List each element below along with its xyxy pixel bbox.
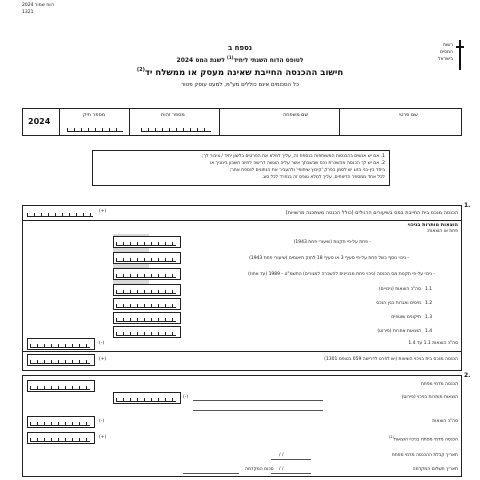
advance-amount-label: סכום המקדמה [245,467,274,472]
subtitle-line [0,55,480,64]
section-2 [22,375,462,477]
page-title [0,67,480,78]
item-1-2-field[interactable] [113,298,181,310]
first-name-label: שם פרטי [399,112,418,118]
key-money-total-sign: (-) [99,419,105,424]
file-number-field[interactable] [67,127,123,132]
depreciation-field[interactable] [113,236,181,248]
advance-amount-line[interactable] [183,473,239,474]
form-code: רווח שמור 2024 [22,3,55,8]
last-name-label: שם משפחה [283,112,309,118]
receipt-date-line [271,459,311,460]
notice-line-3: ביחד בין-בני הזוג יש לסמן בפרק 'קיבוץ שיתופי' ולהעביר את הנתונים לנספח אחר; [229,168,385,173]
item-1-2-label: מיסים ואגרות בגין הנכס [376,301,421,306]
deductions-title: הוצאות מותרות בניכוי [407,222,458,228]
main-income-label: הכנסה מנכס בית החייבת במס בשיעורים הרגילים (כולל הכנסה משתכנה מרשויות) [285,210,458,216]
item-1-4-label: הוצאות אחרות (פירוט) [377,329,421,334]
key-money-label: הכנסה מדמי מפתח [420,382,458,387]
depreciation-label: - פחת על-פי תקנות (שיעורי פחת 1943) [293,240,371,245]
notice-box [92,150,390,186]
year-cell: 2024 [28,117,51,126]
logo-text-3: בישראל [438,57,453,62]
item-1-1-num: 1.1 [425,287,433,292]
notice-line-4: לכל אחד ממספר הדיווחים, עליך למלא טופס זה בנפרד לכל סוג. [261,175,385,180]
expense-detail-line-1[interactable] [193,400,323,401]
title-text: חישוב ההכנסה החייבת שאינה מעסק או ממשלח יד [144,67,344,78]
total-expenses-sign: (-) [99,341,105,346]
receipt-date-label: תאריך קבלת ההכנסה מדמי מפתח [391,453,458,458]
item-1-3-label: תיקונים שוטפים [391,315,421,320]
notice-line-1: 1. אם יש אנשים בהכנסות המשותפות בנספח זה, עליך למלא את הפרטים בלשון יחיד / ציבור לך; [202,154,385,159]
key-money-field[interactable] [27,380,95,392]
key-money-expense-label: הוצאות מותרות בניכוי (פירוט) [401,395,458,400]
payment-date-label: תאריך תשלום המקדמה [412,467,458,472]
subtitle-sup: (1) [227,55,234,60]
extra-depreciation-field[interactable] [113,252,181,264]
logo-text-2: המסים [440,50,453,55]
key-money-net-text: הכנסה מדמי מפתח בניכוי הוצאות [393,437,458,443]
receipt-date-value[interactable]: / / [279,453,284,458]
expense-detail-line-2[interactable] [193,410,323,411]
section-2-number: 2. [464,372,471,379]
main-income-sign: (+) [99,209,107,214]
id-table [22,108,462,136]
key-money-net-field[interactable] [27,432,95,444]
key-money-total-field[interactable] [27,416,95,428]
item-1-4-field[interactable] [113,326,181,338]
regulation-deduction-field[interactable] [113,268,181,280]
key-money-net-label [389,435,458,443]
notice-line-2: 2. אם יש לך הכנסה מהשכרת נכס שבשבתך אשר עליה הוגשה דרישה לחיוב חשבון בינוניך או [210,161,385,166]
form-number: 1321 [22,10,34,15]
net-income-sign: (+) [99,357,107,362]
regulation-deduction-label: - ניכוי על-פי תקנות מס הכנסה (ניכוי פחת מבניינים להשכרה למגורים) התשמ"ט - 1989 (עד אחוז) [248,272,435,277]
key-money-net-sup: (2) [388,435,394,439]
payment-date-line [271,473,311,474]
section-1-number: 1. [464,202,471,209]
net-income-field[interactable] [27,354,95,366]
main-income-field[interactable] [27,212,93,217]
net-income-label: הכנסה מנכס בית בניכוי הוצאות (יש לפרט לדרישה 059 בטופס 1301) [324,357,458,362]
key-money-net-sign: (+) [99,435,107,440]
file-number-label: מספר תיק [83,112,106,118]
item-1-3-num: 1.3 [425,315,433,320]
key-money-expense-sign: (-) [183,395,189,400]
total-expenses-field[interactable] [27,338,95,350]
key-money-expense-field[interactable] [113,392,181,404]
item-1-4-num: 1.4 [425,329,433,334]
subtitle: לטופס הדוח השנתי ליחיד [233,57,304,64]
section-1 [22,205,462,371]
deductions-subtitle: פחת או הוצאות: [426,229,458,234]
logo-text-1: רשות [443,43,453,48]
vat-note: כל הסכומים אינם כוללים מע"מ, למעט עוסק פטור [181,82,299,88]
item-1-1-label: סה"כ הוצאות (ניכויים) [378,287,421,292]
key-money-total-label: סה"כ הוצאות [432,419,458,424]
id-number-field[interactable] [141,127,211,132]
appendix-title: נספח ב [227,44,253,52]
item-1-3-field[interactable] [113,312,181,324]
item-1-2-num: 1.2 [425,301,433,306]
id-number-label: מספר זהות [161,112,185,118]
title-sup: (2) [136,67,145,73]
total-expenses-label: סה"כ הוצאות 1.1 עד 1.4 [408,341,458,346]
payment-date-value[interactable]: / / [279,467,284,472]
item-1-1-field[interactable] [113,284,181,296]
subtitle-year: לשנת המס 2024 [176,57,225,64]
extra-depreciation-label: - ניכוי נוסף בשל פחת על-פי סעיף 3 או סעיף 18 לחוק תיאומים (שיעורי פחת 1943) [249,256,409,261]
